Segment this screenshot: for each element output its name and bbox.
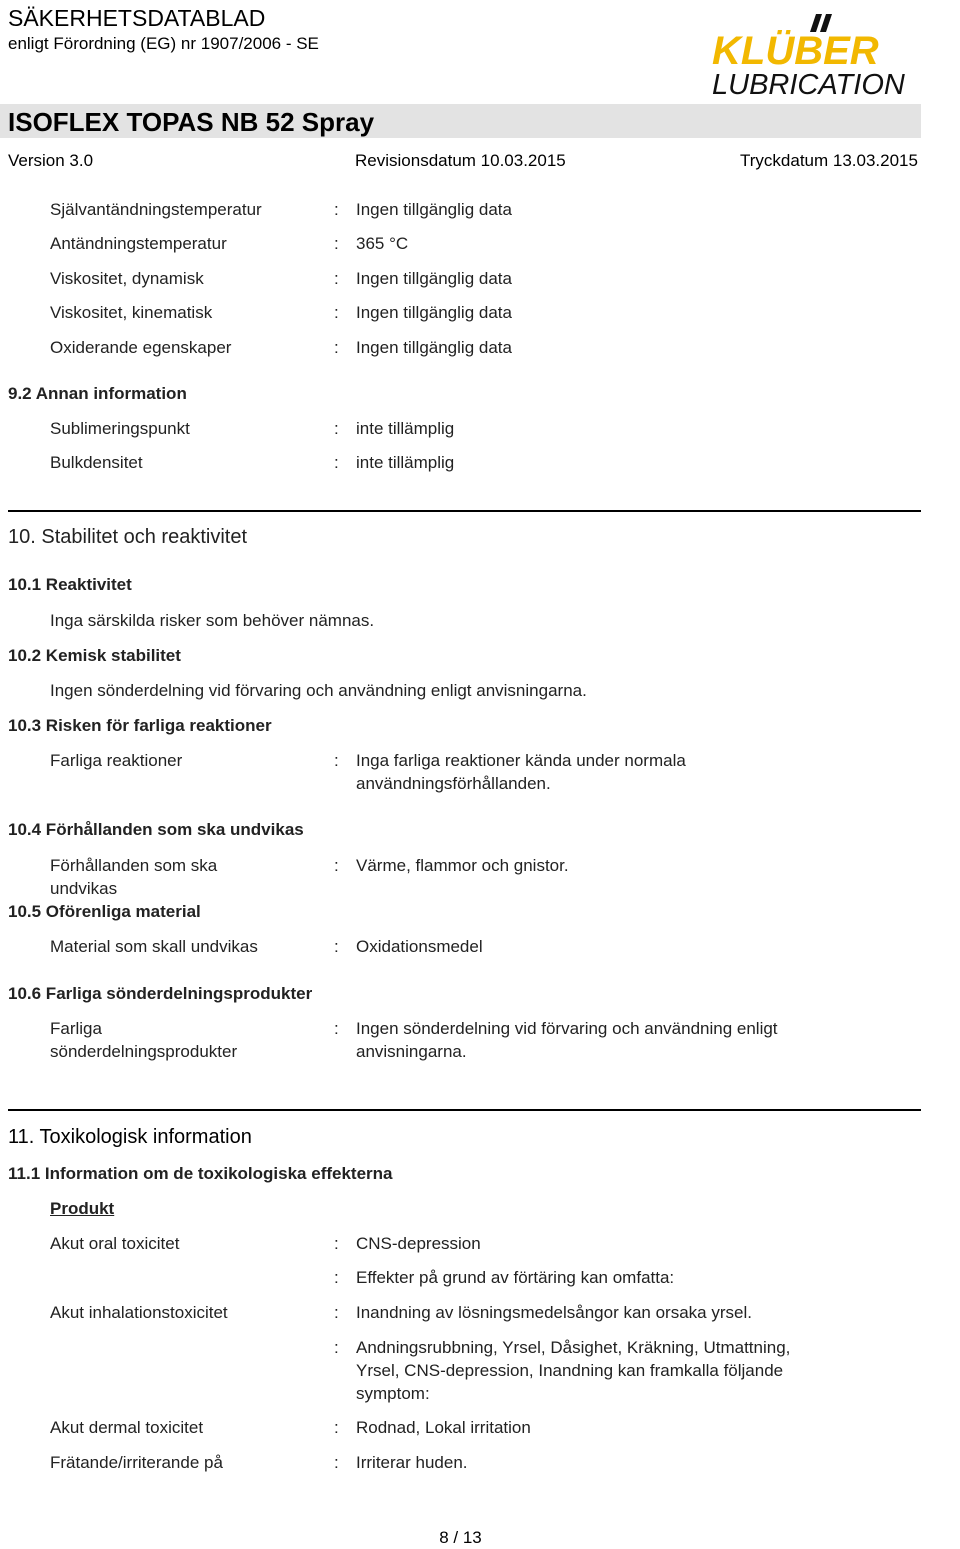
colon: :: [334, 937, 339, 956]
property-label-cont: undvikas: [50, 879, 118, 898]
kluber-logo: [708, 10, 948, 98]
colon: :: [334, 856, 339, 875]
property-value: Inga farliga reaktioner kända under normala: [356, 751, 686, 770]
property-value-cont: anvisningarna.: [356, 1042, 467, 1061]
revision-date: Revisionsdatum 10.03.2015: [355, 151, 566, 170]
colon: :: [334, 1338, 339, 1357]
subsection-heading-10-1: 10.1 Reaktivitet: [8, 575, 132, 594]
property-label: Självantändningstemperatur: [50, 200, 262, 219]
subsection-heading-10-2: 10.2 Kemisk stabilitet: [8, 646, 181, 665]
property-value-cont: användningsförhållanden.: [356, 774, 551, 793]
property-value-cont: Yrsel, CNS-depression, Inandning kan framkalla följande: [356, 1361, 784, 1380]
property-label: Oxiderande egenskaper: [50, 338, 232, 357]
colon: :: [334, 419, 339, 438]
colon: :: [334, 453, 339, 472]
colon: :: [334, 1418, 339, 1437]
property-value: Effekter på grund av förtäring kan omfatta:: [356, 1268, 675, 1287]
property-value: CNS-depression: [356, 1234, 481, 1253]
property-label: Farliga reaktioner: [50, 751, 183, 770]
property-value: Oxidationsmedel: [356, 937, 483, 956]
section-divider: [8, 1109, 921, 1111]
property-label: Förhållanden som ska: [50, 856, 218, 875]
subsection-heading-11-1: 11.1 Information om de toxikologiska effekterna: [8, 1164, 393, 1183]
colon: :: [334, 338, 339, 357]
colon: :: [334, 1234, 339, 1253]
property-label: Viskositet, dynamisk: [50, 269, 204, 288]
subsection-heading-10-5: 10.5 Oförenliga material: [8, 902, 201, 921]
property-value: 365 °C: [356, 234, 409, 253]
property-value: inte tillämplig: [356, 419, 455, 438]
regulation-line: enligt Förordning (EG) nr 1907/2006 - SE: [8, 34, 319, 53]
subsection-heading-9-2: 9.2 Annan information: [8, 384, 187, 403]
property-label: Frätande/irriterande på: [50, 1453, 223, 1472]
property-label: Material som skall undvikas: [50, 937, 258, 956]
colon: :: [334, 200, 339, 219]
property-value: Inandning av lösningsmedelsångor kan orsaka yrsel.: [356, 1303, 752, 1322]
property-value: inte tillämplig: [356, 453, 455, 472]
property-label: Akut oral toxicitet: [50, 1234, 180, 1253]
property-value: Ingen tillgänglig data: [356, 200, 512, 219]
colon: :: [334, 1303, 339, 1322]
colon: :: [334, 1019, 339, 1038]
property-value: Värme, flammor och gnistor.: [356, 856, 569, 875]
property-label: Sublimeringspunkt: [50, 419, 190, 438]
logo-lubrication-text: LUBRICATION: [712, 69, 905, 98]
section-divider: [8, 510, 921, 512]
property-value: Ingen sönderdelning vid förvaring och användning enligt: [356, 1019, 778, 1038]
property-label: Bulkdensitet: [50, 453, 143, 472]
property-label: Antändningstemperatur: [50, 234, 227, 253]
property-value: Ingen tillgänglig data: [356, 338, 512, 357]
reactivity-text: Inga särskilda risker som behöver nämnas.: [50, 611, 375, 630]
property-label: Akut inhalationstoxicitet: [50, 1303, 228, 1322]
logo-kluber-text: KLÜBER: [712, 29, 879, 73]
product-label: Produkt: [50, 1199, 115, 1218]
colon: :: [334, 303, 339, 322]
property-value: Ingen tillgänglig data: [356, 303, 512, 322]
subsection-heading-10-4: 10.4 Förhållanden som ska undvikas: [8, 820, 304, 839]
colon: :: [334, 269, 339, 288]
version: Version 3.0: [8, 151, 94, 170]
property-label: Akut dermal toxicitet: [50, 1418, 204, 1437]
property-label: Viskositet, kinematisk: [50, 303, 213, 322]
chemical-stability-text: Ingen sönderdelning vid förvaring och användning enligt anvisningarna.: [50, 681, 587, 700]
section-heading-11: 11. Toxikologisk information: [8, 1126, 252, 1148]
colon: :: [334, 751, 339, 770]
colon: :: [334, 1453, 339, 1472]
subsection-heading-10-6: 10.6 Farliga sönderdelningsprodukter: [8, 984, 313, 1003]
property-value-cont: symptom:: [356, 1384, 430, 1403]
document-title: SÄKERHETSDATABLAD: [8, 5, 266, 31]
colon: :: [334, 234, 339, 253]
kluber-logo-mark: [708, 10, 948, 98]
property-value: Rodnad, Lokal irritation: [356, 1418, 531, 1437]
subsection-heading-10-3: 10.3 Risken för farliga reaktioner: [8, 716, 272, 735]
colon: :: [334, 1268, 339, 1287]
print-date: Tryckdatum 13.03.2015: [740, 151, 918, 170]
product-name: ISOFLEX TOPAS NB 52 Spray: [8, 107, 375, 137]
property-label: Farliga: [50, 1019, 102, 1038]
property-label-cont: sönderdelningsprodukter: [50, 1042, 238, 1061]
section-heading-10: 10. Stabilitet och reaktivitet: [8, 526, 248, 548]
property-value: Ingen tillgänglig data: [356, 269, 512, 288]
property-value: Andningsrubbning, Yrsel, Dåsighet, Kräkning, Utmattning,: [356, 1338, 791, 1357]
property-value: Irriterar huden.: [356, 1453, 468, 1472]
page-number: 8 / 13: [439, 1528, 482, 1547]
